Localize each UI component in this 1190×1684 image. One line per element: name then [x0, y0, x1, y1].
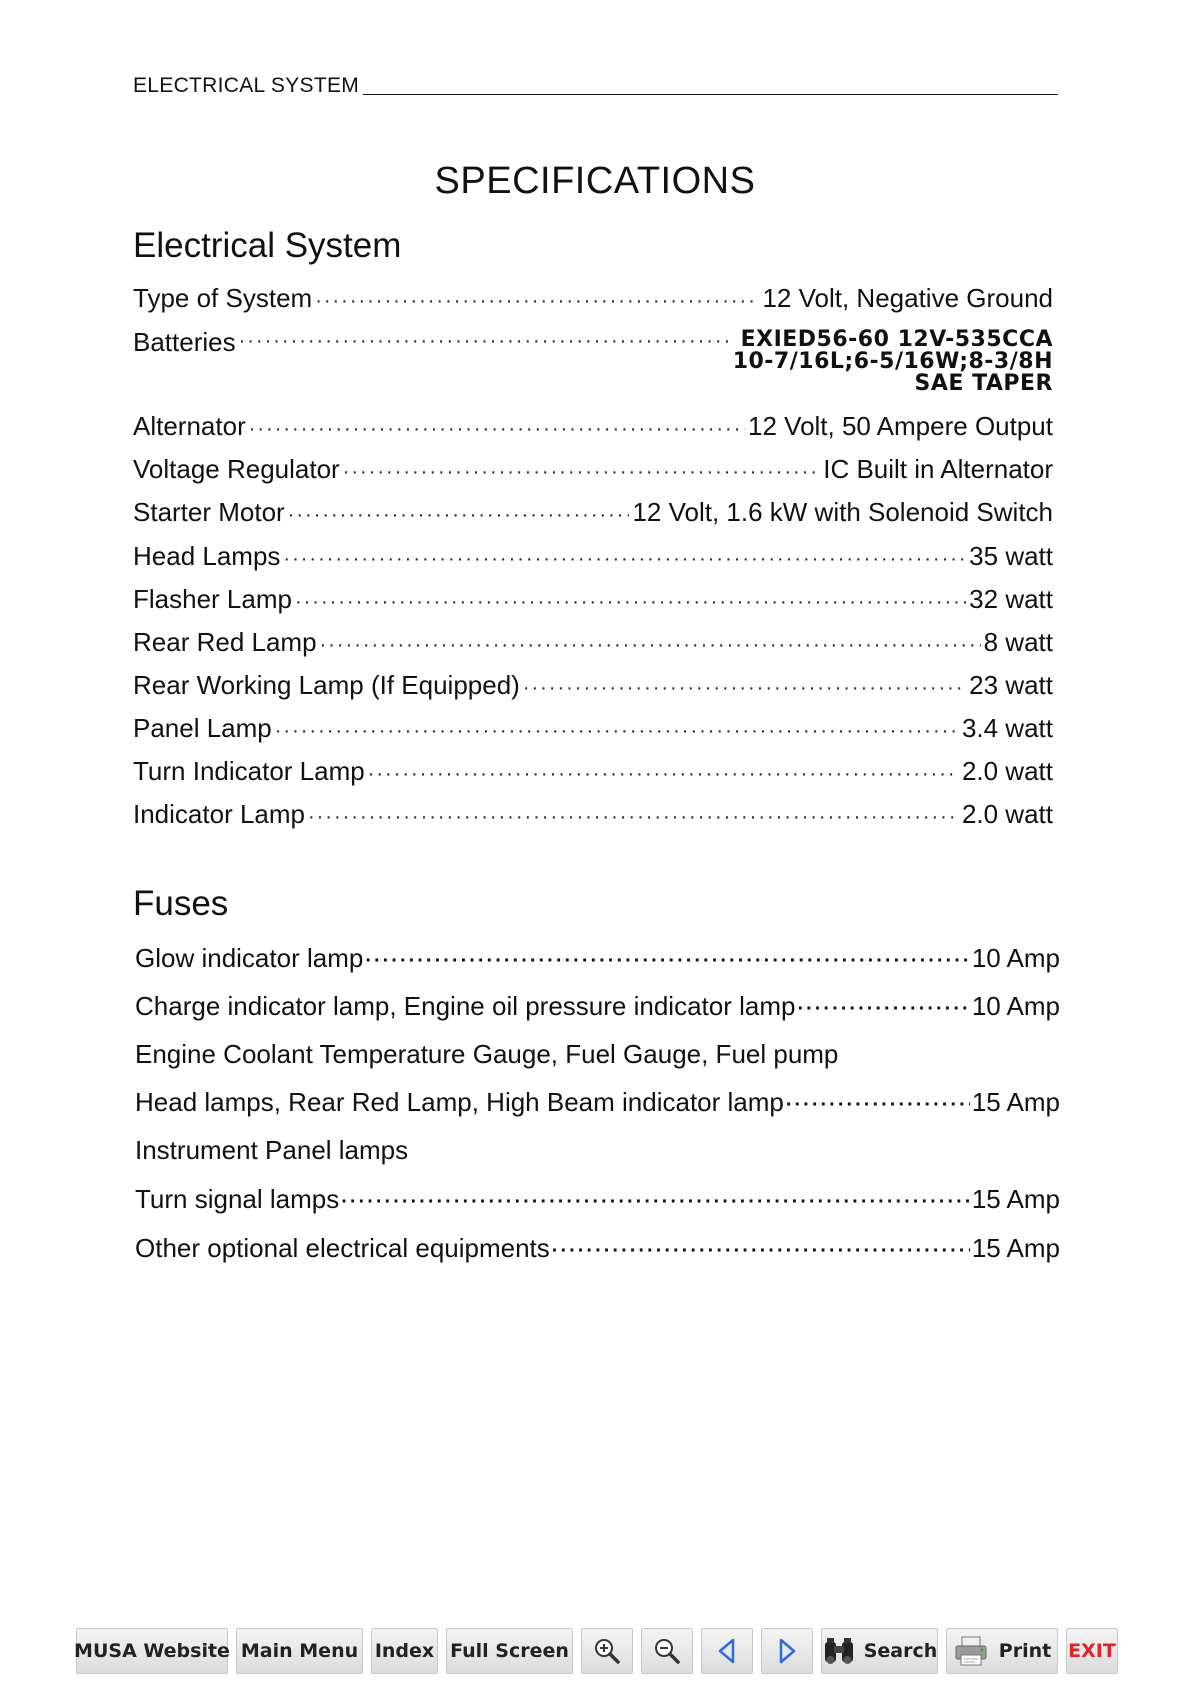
running-head-text: ELECTRICAL SYSTEM [133, 74, 360, 97]
spec-value: 2.0 watt [961, 799, 1053, 829]
spec-label: Indicator Lamp [133, 799, 305, 829]
leader-dots [239, 331, 730, 351]
spec-label: Rear Working Lamp (If Equipped) [133, 670, 520, 700]
spec-type-of-system [133, 285, 1053, 311]
nav-toolbar [76, 1628, 1118, 1674]
fuse-label: Glow indicator lamp [135, 943, 364, 973]
spec-label: Alternator [133, 411, 246, 441]
leader-dots [308, 807, 959, 827]
spec-value: 12 Volt, Negative Ground [762, 283, 1053, 313]
fuse-label: Other optional electrical equipments [135, 1233, 550, 1263]
arrow-left-icon [715, 1637, 739, 1665]
spec-voltage-regulator [133, 456, 1053, 482]
spec-value: IC Built in Alternator [823, 454, 1053, 484]
next-page-button[interactable] [761, 1628, 813, 1674]
spec-label: Batteries [133, 327, 236, 357]
spec-alternator [133, 413, 1053, 439]
index-button[interactable]: Index [371, 1628, 438, 1674]
fuse-charge [135, 993, 1060, 1019]
leader-dots [283, 549, 966, 569]
running-head [133, 70, 1058, 96]
leader-dots [320, 635, 981, 655]
leader-dots [288, 505, 630, 525]
leader-dots [249, 419, 745, 439]
spec-value: 8 watt [983, 627, 1053, 657]
spec-indicator-lamp [133, 801, 1053, 827]
spec-turn-indicator-lamp [133, 758, 1053, 784]
fuse-label: Turn signal lamps [135, 1184, 340, 1214]
leader-dots [552, 1241, 970, 1261]
zoom-out-icon [652, 1636, 682, 1666]
print-label: Print [998, 1640, 1052, 1662]
fuse-value: 15 Amp [971, 1184, 1060, 1214]
fuse-value: 15 Amp [971, 1233, 1060, 1263]
fuse-turn [135, 1186, 1060, 1212]
fuse-label: Charge indicator lamp, Engine oil pressure indicator lamp [135, 991, 796, 1021]
fuse-value: 10 Amp [971, 991, 1060, 1021]
fuse-label: Engine Coolant Temperature Gauge, Fuel Gauge, Fuel pump [135, 1039, 839, 1069]
spec-head-lamps [133, 543, 1053, 569]
leader-dots [343, 462, 821, 482]
battery-spec-line: EXIED56-60 12V-535CCA [740, 327, 1053, 352]
spec-value: 12 Volt, 50 Ampere Output [748, 411, 1053, 441]
spec-batteries [133, 329, 1053, 395]
binoculars-icon [822, 1636, 856, 1666]
leader-dots [341, 1192, 970, 1212]
spec-rear-working-lamp [133, 672, 1053, 698]
leader-dots [295, 592, 966, 612]
spec-label: Panel Lamp [133, 713, 272, 743]
running-head-rule [363, 94, 1058, 95]
fuse-head [135, 1089, 1060, 1115]
leader-dots [315, 291, 759, 311]
spec-value: 35 watt [969, 541, 1053, 571]
previous-page-button[interactable] [701, 1628, 753, 1674]
printer-icon [953, 1635, 991, 1667]
spec-flasher-lamp [133, 586, 1053, 612]
zoom-in-icon [592, 1636, 622, 1666]
fuse-other [135, 1235, 1060, 1261]
spec-starter-motor [133, 499, 1053, 525]
spec-panel-lamp [133, 715, 1053, 741]
leader-dots [786, 1095, 970, 1115]
spec-value: 2.0 watt [961, 756, 1053, 786]
leader-dots [275, 721, 959, 741]
leader-dots [368, 764, 959, 784]
search-button[interactable] [821, 1628, 938, 1674]
print-button[interactable] [946, 1628, 1058, 1674]
page-title: SPECIFICATIONS [434, 160, 756, 202]
zoom-in-button[interactable] [581, 1628, 633, 1674]
zoom-out-button[interactable] [641, 1628, 693, 1674]
battery-spec-line: 10-7/16L;6-5/16W;8-3/8H [732, 349, 1053, 374]
electrical-system-heading: Electrical System [133, 226, 402, 265]
leader-dots [523, 678, 966, 698]
spec-label: Flasher Lamp [133, 584, 292, 614]
fuses-heading: Fuses [133, 884, 229, 923]
spec-value: 12 Volt, 1.6 kW with Solenoid Switch [632, 497, 1053, 527]
arrow-right-icon [775, 1637, 799, 1665]
fuse-value: 10 Amp [971, 943, 1060, 973]
spec-rear-red-lamp [133, 629, 1053, 655]
full-screen-button[interactable]: Full Screen [446, 1628, 573, 1674]
spec-label: Head Lamps [133, 541, 281, 571]
musa-website-button[interactable]: MUSA Website [76, 1628, 228, 1674]
spec-label: Starter Motor [133, 497, 285, 527]
spec-label: Rear Red Lamp [133, 627, 317, 657]
fuse-coolant [135, 1041, 1060, 1067]
fuse-glow [135, 945, 1060, 971]
spec-label: Turn Indicator Lamp [133, 756, 365, 786]
exit-button[interactable]: EXIT [1066, 1628, 1118, 1674]
battery-spec-line: SAE TAPER [914, 371, 1053, 396]
fuse-instrument [135, 1137, 1060, 1163]
leader-dots [365, 951, 970, 971]
battery-spec [733, 329, 1053, 395]
search-label: Search [863, 1640, 938, 1662]
main-menu-button[interactable]: Main Menu [236, 1628, 363, 1674]
spec-value: 32 watt [969, 584, 1053, 614]
fuse-value: 15 Amp [971, 1087, 1060, 1117]
spec-label: Type of System [133, 283, 313, 313]
fuse-label: Instrument Panel lamps [135, 1135, 409, 1165]
spec-value: 23 watt [969, 670, 1053, 700]
leader-dots [797, 999, 969, 1019]
spec-value: 3.4 watt [961, 713, 1053, 743]
spec-label: Voltage Regulator [133, 454, 340, 484]
fuse-label: Head lamps, Rear Red Lamp, High Beam indicator lamp [135, 1087, 784, 1117]
